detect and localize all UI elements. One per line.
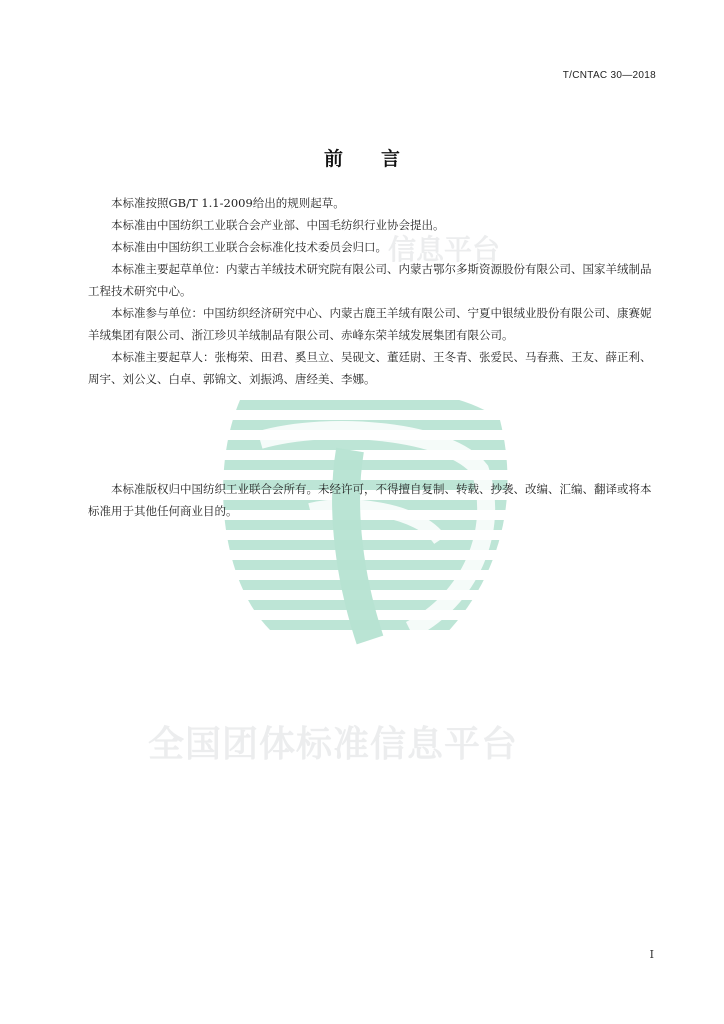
foreword-body-copyright xyxy=(88,478,660,522)
paragraph-main-drafters: 本标准主要起草人：张梅荣、田君、奚旦立、吴砚文、董廷尉、王冬青、张爱民、马春燕、王友、薛正利、周宇、刘公义、白卓、郭锦文、刘振鸿、唐经美、李娜。 xyxy=(88,350,652,386)
standard-code: T/CNTAC 30—2018 xyxy=(562,70,656,81)
watermark-text-bottom: 全国团体标准信息平台 xyxy=(148,724,519,765)
paragraph-participating-units: 本标准参与单位：中国纺织经济研究中心、内蒙古鹿王羊绒有限公司、宁夏中银绒业股份有限公司、康赛妮羊绒集团有限公司、浙江珍贝羊绒制品有限公司、赤峰东荣羊绒发展集团有限公司。 xyxy=(88,306,652,342)
foreword-title: 前 言 xyxy=(323,148,400,170)
foreword-body-main xyxy=(88,192,660,390)
paragraph-drafting-rules: 本标准按照GB/T 1.1-2009给出的规则起草。 xyxy=(111,196,345,210)
watermark-text-top: 信息平台 xyxy=(388,233,501,266)
paragraph-proposed-by: 本标准由中国纺织工业联合会产业部、中国毛纺织行业协会提出。 xyxy=(111,218,445,232)
paragraph-under-jurisdiction: 本标准由中国纺织工业联合会标准化技术委员会归口。 xyxy=(111,240,387,254)
paragraph-main-drafting-units: 本标准主要起草单位：内蒙古羊绒技术研究院有限公司、内蒙古鄂尔多斯资源股份有限公司、国家羊绒制品工程技术研究中心。 xyxy=(88,262,652,298)
paragraph-copyright: 本标准版权归中国纺织工业联合会所有。未经许可，不得擅自复制、转载、抄袭、改编、汇编、翻译或将本标准用于其他任何商业目的。 xyxy=(88,482,652,518)
page-number: I xyxy=(649,948,654,961)
